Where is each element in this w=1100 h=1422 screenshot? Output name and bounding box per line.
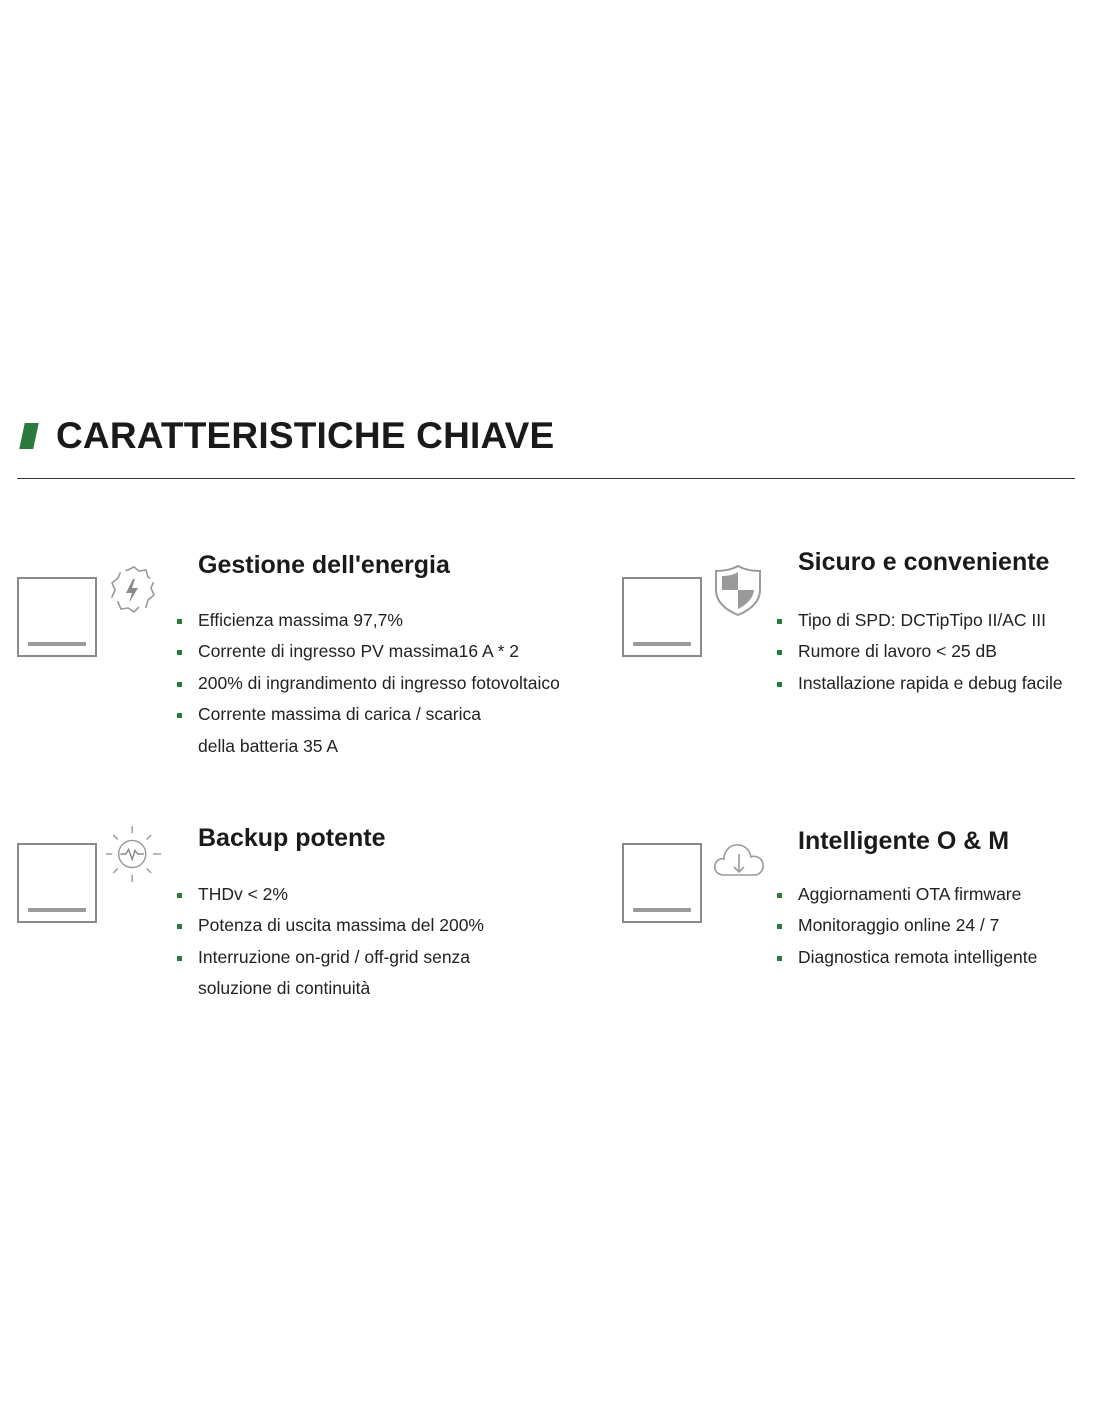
device-image	[622, 843, 702, 923]
list-item: Corrente massima di carica / scarica della batteria 35 A	[177, 699, 560, 762]
feature-title: Gestione dell'energia	[198, 551, 450, 579]
list-item: Corrente di ingresso PV massima16 A * 2	[177, 636, 560, 667]
device-image	[622, 577, 702, 657]
list-item: Installazione rapida e debug facile	[777, 668, 1063, 699]
list-item: 200% di ingrandimento di ingresso fotovoltaico	[177, 668, 560, 699]
device-image	[17, 577, 97, 657]
feature-list	[777, 879, 1037, 973]
cloud-download-icon	[712, 830, 768, 890]
list-item: Rumore di lavoro < 25 dB	[777, 636, 1063, 667]
list-item: Aggiornamenti OTA firmware	[777, 879, 1037, 910]
section-header	[18, 414, 554, 458]
device-image	[17, 843, 97, 923]
section-divider	[17, 478, 1075, 479]
gear-lightning-icon	[106, 564, 162, 624]
feature-list	[177, 605, 560, 762]
feature-title: Intelligente O & M	[798, 827, 1010, 855]
list-item: Monitoraggio online 24 / 7	[777, 910, 1037, 941]
list-item: Interruzione on-grid / off-grid senza soluzione di continuità	[177, 942, 484, 1005]
sun-pulse-icon	[106, 824, 162, 884]
section-title: CARATTERISTICHE CHIAVE	[56, 415, 555, 456]
feature-title: Sicuro e conveniente	[798, 548, 1050, 576]
feature-title: Backup potente	[198, 824, 386, 852]
list-item: Diagnostica remota intelligente	[777, 942, 1037, 973]
list-item: THDv < 2%	[177, 879, 484, 910]
accent-bar	[19, 423, 39, 449]
list-item: Efficienza massima 97,7%	[177, 605, 560, 636]
list-item: Tipo di SPD: DCTipTipo II/AC III	[777, 605, 1063, 636]
feature-list	[777, 605, 1063, 699]
feature-list	[177, 879, 484, 1005]
shield-icon	[712, 563, 768, 623]
list-item: Potenza di uscita massima del 200%	[177, 910, 484, 941]
